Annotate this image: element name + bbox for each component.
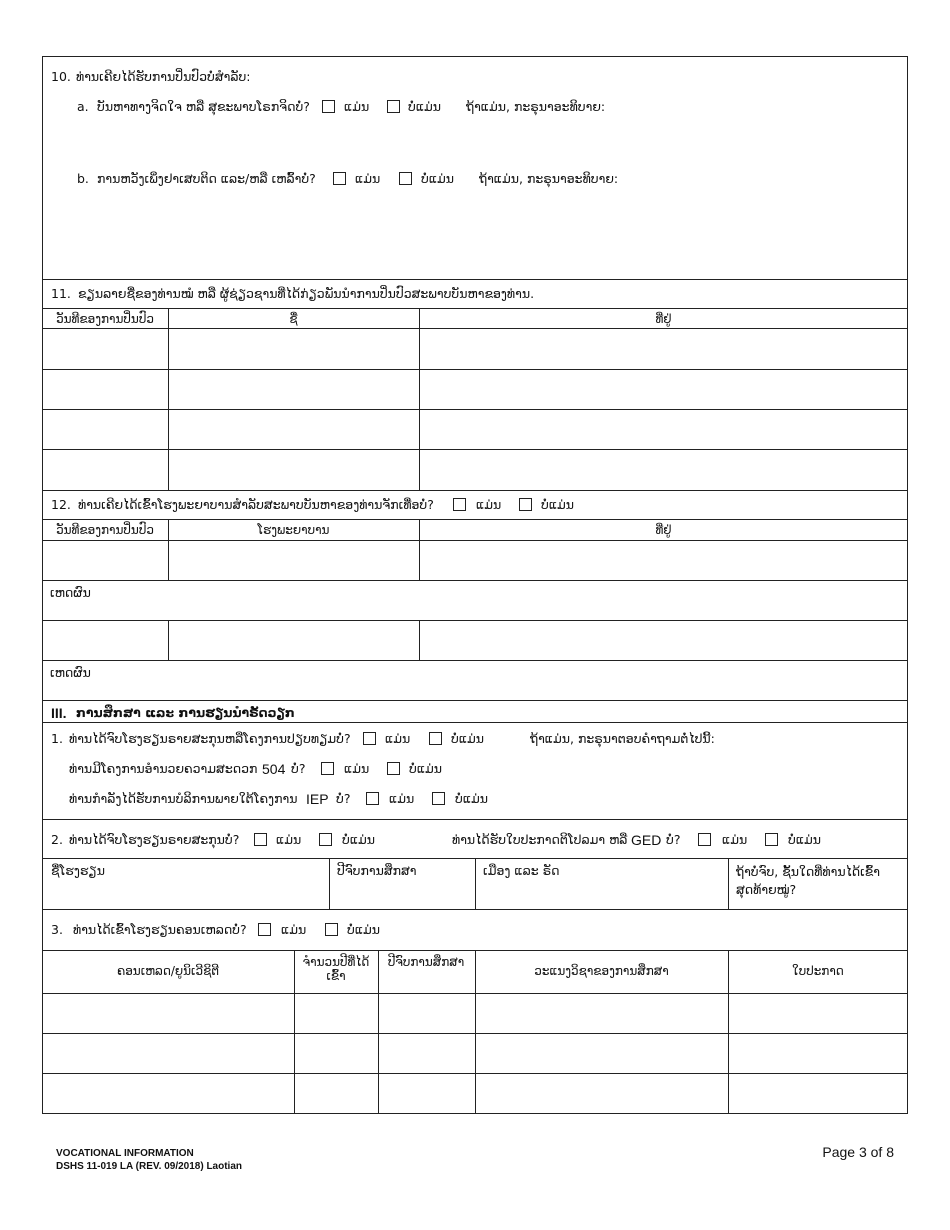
q10-question: ທ່ານເຄີຍໄດ້ຮັບການປິ່ນປົວບໍ່ສຳລັບ: xyxy=(76,69,251,84)
s3q3-question: ທ່ານໄດ້ເຂົ້າໂຮງຮຽນຄອນເຫລດບໍ່? xyxy=(73,922,247,937)
q10b-label: b. xyxy=(77,171,89,186)
s3q3-col-major: ວະແນງວິຊາຂອງການສຶກສາ xyxy=(534,964,669,978)
q10b-yes-checkbox[interactable] xyxy=(333,172,346,185)
s3q2-col-last-grade: ຖ້າບໍ່ຈົບ, ຊັ້ນໃດທີ່ທ່ານໄດ້ເຂົ້າສຸດທ້າຍໝູ່? xyxy=(736,864,881,897)
s3q1-explain: ຖ້າແມ່ນ, ກະຣຸນາຕອບຄຳຖາມຕໍ່ໄປນີ້: xyxy=(530,731,715,746)
s3q2-no-checkbox[interactable] xyxy=(319,833,332,846)
s3q3-col-degree: ໃບປະກາດ xyxy=(792,964,844,978)
s3q2-yes-checkbox[interactable] xyxy=(254,833,267,846)
s3q1-sub2-yes-checkbox[interactable] xyxy=(366,792,379,805)
q12-label: 12. xyxy=(51,497,71,512)
table-row[interactable] xyxy=(42,328,908,369)
divider xyxy=(419,308,420,490)
divider xyxy=(42,519,908,520)
s3q1-sub1-yes-checkbox[interactable] xyxy=(321,762,334,775)
s3q1-no-checkbox[interactable] xyxy=(429,732,442,745)
s3q1-no-label: ບໍ່ແມ່ນ xyxy=(451,731,485,746)
s3q2-yes-label: ແມ່ນ xyxy=(276,832,302,847)
table-row[interactable] xyxy=(42,540,908,580)
q12-result-field-2[interactable] xyxy=(42,660,908,700)
s3q3-col-college: ຄອນເຫລດ/ຍູນິເວີຊິຕີ xyxy=(116,964,220,978)
divider xyxy=(42,909,908,910)
s3q2-diploma-yes-checkbox[interactable] xyxy=(698,833,711,846)
divider xyxy=(294,950,295,1114)
table-row[interactable] xyxy=(42,620,908,660)
footer-form-title: VOCATIONAL INFORMATION xyxy=(56,1148,194,1159)
q12-col-address: ທີ່ຢູ່ xyxy=(655,523,672,537)
s3q1-yes-checkbox[interactable] xyxy=(363,732,376,745)
divider xyxy=(475,858,476,909)
divider xyxy=(42,700,908,701)
q10a-question: ບັນຫາທາງຈິດໃຈ ຫລື ສຸຂະພາບໂຣກຈິດບໍ່? xyxy=(97,99,310,114)
q12-result-label-2: ເຫດຜົນ xyxy=(50,665,91,680)
footer-page-number: Page 3 of 8 xyxy=(822,1144,894,1160)
divider xyxy=(419,620,420,660)
q10b-question: ການຫວັງເພິ່ງຢາເສບຕິດ ແລະ/ຫລື ເຫລົ້າບໍ່? xyxy=(97,171,316,186)
divider xyxy=(42,490,908,491)
q10a-yes-checkbox[interactable] xyxy=(322,100,335,113)
s3q1-sub2-yes-label: ແມ່ນ xyxy=(389,791,415,806)
q11-col-date: ວັນທີຂອງການປິ່ນປົວ xyxy=(56,312,154,326)
section3-title: ການສຶກສາ ແລະ ການຮຽນນຳຣັດວຽກ xyxy=(76,705,295,720)
s3q2-col-school: ຊື່ໂຮງຮຽນ xyxy=(51,863,105,878)
s3q1-sub2-no-label: ບໍ່ແມ່ນ xyxy=(455,791,489,806)
q12-question: ທ່ານເຄີຍໄດ້ເຂົ້າໂຮງພະຍາບານສຳລັບສະພາບບັນຫາຂອງທ່ານຈັກເທື່ອບໍ່? xyxy=(78,497,434,512)
divider xyxy=(42,722,908,723)
q10b-no-label: ບໍ່ແມ່ນ xyxy=(421,171,455,186)
divider xyxy=(475,950,476,1114)
s3q1-sub1-no-label: ບໍ່ແມ່ນ xyxy=(409,761,443,776)
q11-col-name: ຊື່ xyxy=(289,312,298,326)
s3q3-no-checkbox[interactable] xyxy=(325,923,338,936)
s3q1-sub1-post: ບໍ່? xyxy=(291,761,306,776)
divider xyxy=(42,279,908,280)
s3q2-label: 2. xyxy=(51,832,63,847)
s3q1-sub1-yes-label: ແມ່ນ xyxy=(344,761,370,776)
divider xyxy=(168,308,169,490)
s3q3-yes-label: ແມ່ນ xyxy=(281,922,307,937)
q12-result-label: ເຫດຜົນ xyxy=(50,585,91,600)
divider xyxy=(329,858,330,909)
s3q2-no-label: ບໍ່ແມ່ນ xyxy=(342,832,376,847)
table-row[interactable] xyxy=(42,449,908,490)
s3q2-diploma-pre: ທ່ານໄດ້ຮັບໃບປະກາດຕິໂປລມາ ຫລື xyxy=(452,832,628,847)
s3q2-diploma-post: ບໍ່? xyxy=(666,832,681,847)
s3q1-label: 1. xyxy=(51,731,63,746)
s3q2-diploma-no-checkbox[interactable] xyxy=(765,833,778,846)
s3q2-col-grad-year: ປີຈົບການສຶກສາ xyxy=(337,863,417,878)
table-row[interactable] xyxy=(42,369,908,409)
q10a-label: a. xyxy=(77,99,89,114)
s3q2-diploma-no-label: ບໍ່ແມ່ນ xyxy=(788,832,822,847)
q12-yes-checkbox[interactable] xyxy=(453,498,466,511)
s3q2-question: ທ່ານໄດ້ຈົບໂຮງຮຽນຣາຍສະກຸນບໍ່? xyxy=(69,832,240,847)
q10b-explain: ຖ້າແມ່ນ, ກະຣຸນາອະທິບາຍ: xyxy=(479,171,619,186)
q11-question: ຂຽນລາຍຊື່ຂອງທ່ານໝໍ ຫລື ຜູ້ຊ່ຽວຊານທີ່ໄດ້ກ່ຽວພັນນຳການປິ່ນປົວສະພາບບັນຫາຂອງທ່ານ. xyxy=(78,286,535,301)
s3q1-question: ທ່ານໄດ້ຈົບໂຮງຮຽນຣາຍສະກຸນຫລືໂຄງການປຽບທຽມບໍ່? xyxy=(69,731,351,746)
footer-form-id: DSHS 11-019 LA (REV. 09/2018) Laotian xyxy=(56,1161,243,1172)
q10a-explain: ຖ້າແມ່ນ, ກະຣຸນາອະທິບາຍ: xyxy=(466,99,606,114)
q12-result-field[interactable] xyxy=(42,580,908,620)
s3q3-col-grad-year: ປີຈົບການສຶກສາ xyxy=(387,955,465,969)
divider xyxy=(168,620,169,660)
s3q3-no-label: ບໍ່ແມ່ນ xyxy=(347,922,381,937)
s3q1-sub1-no-checkbox[interactable] xyxy=(387,762,400,775)
q12-col-hospital: ໂຮງພະຍາບານ xyxy=(257,523,330,537)
s3q1-sub2-no-checkbox[interactable] xyxy=(432,792,445,805)
q10a-no-checkbox[interactable] xyxy=(387,100,400,113)
divider xyxy=(728,858,729,909)
q10a-no-label: ບໍ່ແມ່ນ xyxy=(408,99,442,114)
s3q3-label: 3. xyxy=(51,922,63,937)
s3q1-sub1-code: 504 xyxy=(262,761,286,777)
s3q1-sub2-post: ບໍ່? xyxy=(336,791,351,806)
q10b-yes-label: ແມ່ນ xyxy=(355,171,381,186)
s3q1-sub1-pre: ທ່ານມີໂຄງການອຳນວຍຄວາມສະດວກ xyxy=(69,761,258,776)
s3q1-sub2-pre: ທ່ານກຳລັງໄດ້ຮັບການບໍລິການພາຍໃຕ້ໂຄງການ xyxy=(69,791,298,806)
s3q3-col-years: ຈຳນວນປີທີ່ໄດ້ເຂົ້າ xyxy=(302,955,370,983)
q10a-yes-label: ແມ່ນ xyxy=(344,99,370,114)
divider xyxy=(419,519,420,580)
divider xyxy=(378,950,379,1114)
s3q2-col-city-state: ເມືອງ ແລະ ຣັດ xyxy=(483,863,560,878)
s3q2-diploma-code: GED xyxy=(631,832,662,848)
q12-col-date: ວັນທີຂອງການປິ່ນປົວ xyxy=(56,523,154,537)
divider xyxy=(168,519,169,580)
q12-yes-label: ແມ່ນ xyxy=(476,497,502,512)
table-row[interactable] xyxy=(42,409,908,449)
q11-col-address: ທີ່ຢູ່ xyxy=(655,312,672,326)
q10b-no-checkbox[interactable] xyxy=(399,172,412,185)
s3q1-sub2-code: IEP xyxy=(306,791,329,807)
q12-no-label: ບໍ່ແມ່ນ xyxy=(541,497,575,512)
divider xyxy=(728,950,729,1114)
s3q2-diploma-yes-label: ແມ່ນ xyxy=(722,832,748,847)
s3q1-yes-label: ແມ່ນ xyxy=(385,731,411,746)
s3q3-yes-checkbox[interactable] xyxy=(258,923,271,936)
q12-no-checkbox[interactable] xyxy=(519,498,532,511)
section3-label: III. xyxy=(51,705,67,721)
divider xyxy=(42,819,908,820)
divider xyxy=(42,308,908,309)
q10-label: 10. xyxy=(51,69,71,84)
q11-label: 11. xyxy=(51,286,71,301)
